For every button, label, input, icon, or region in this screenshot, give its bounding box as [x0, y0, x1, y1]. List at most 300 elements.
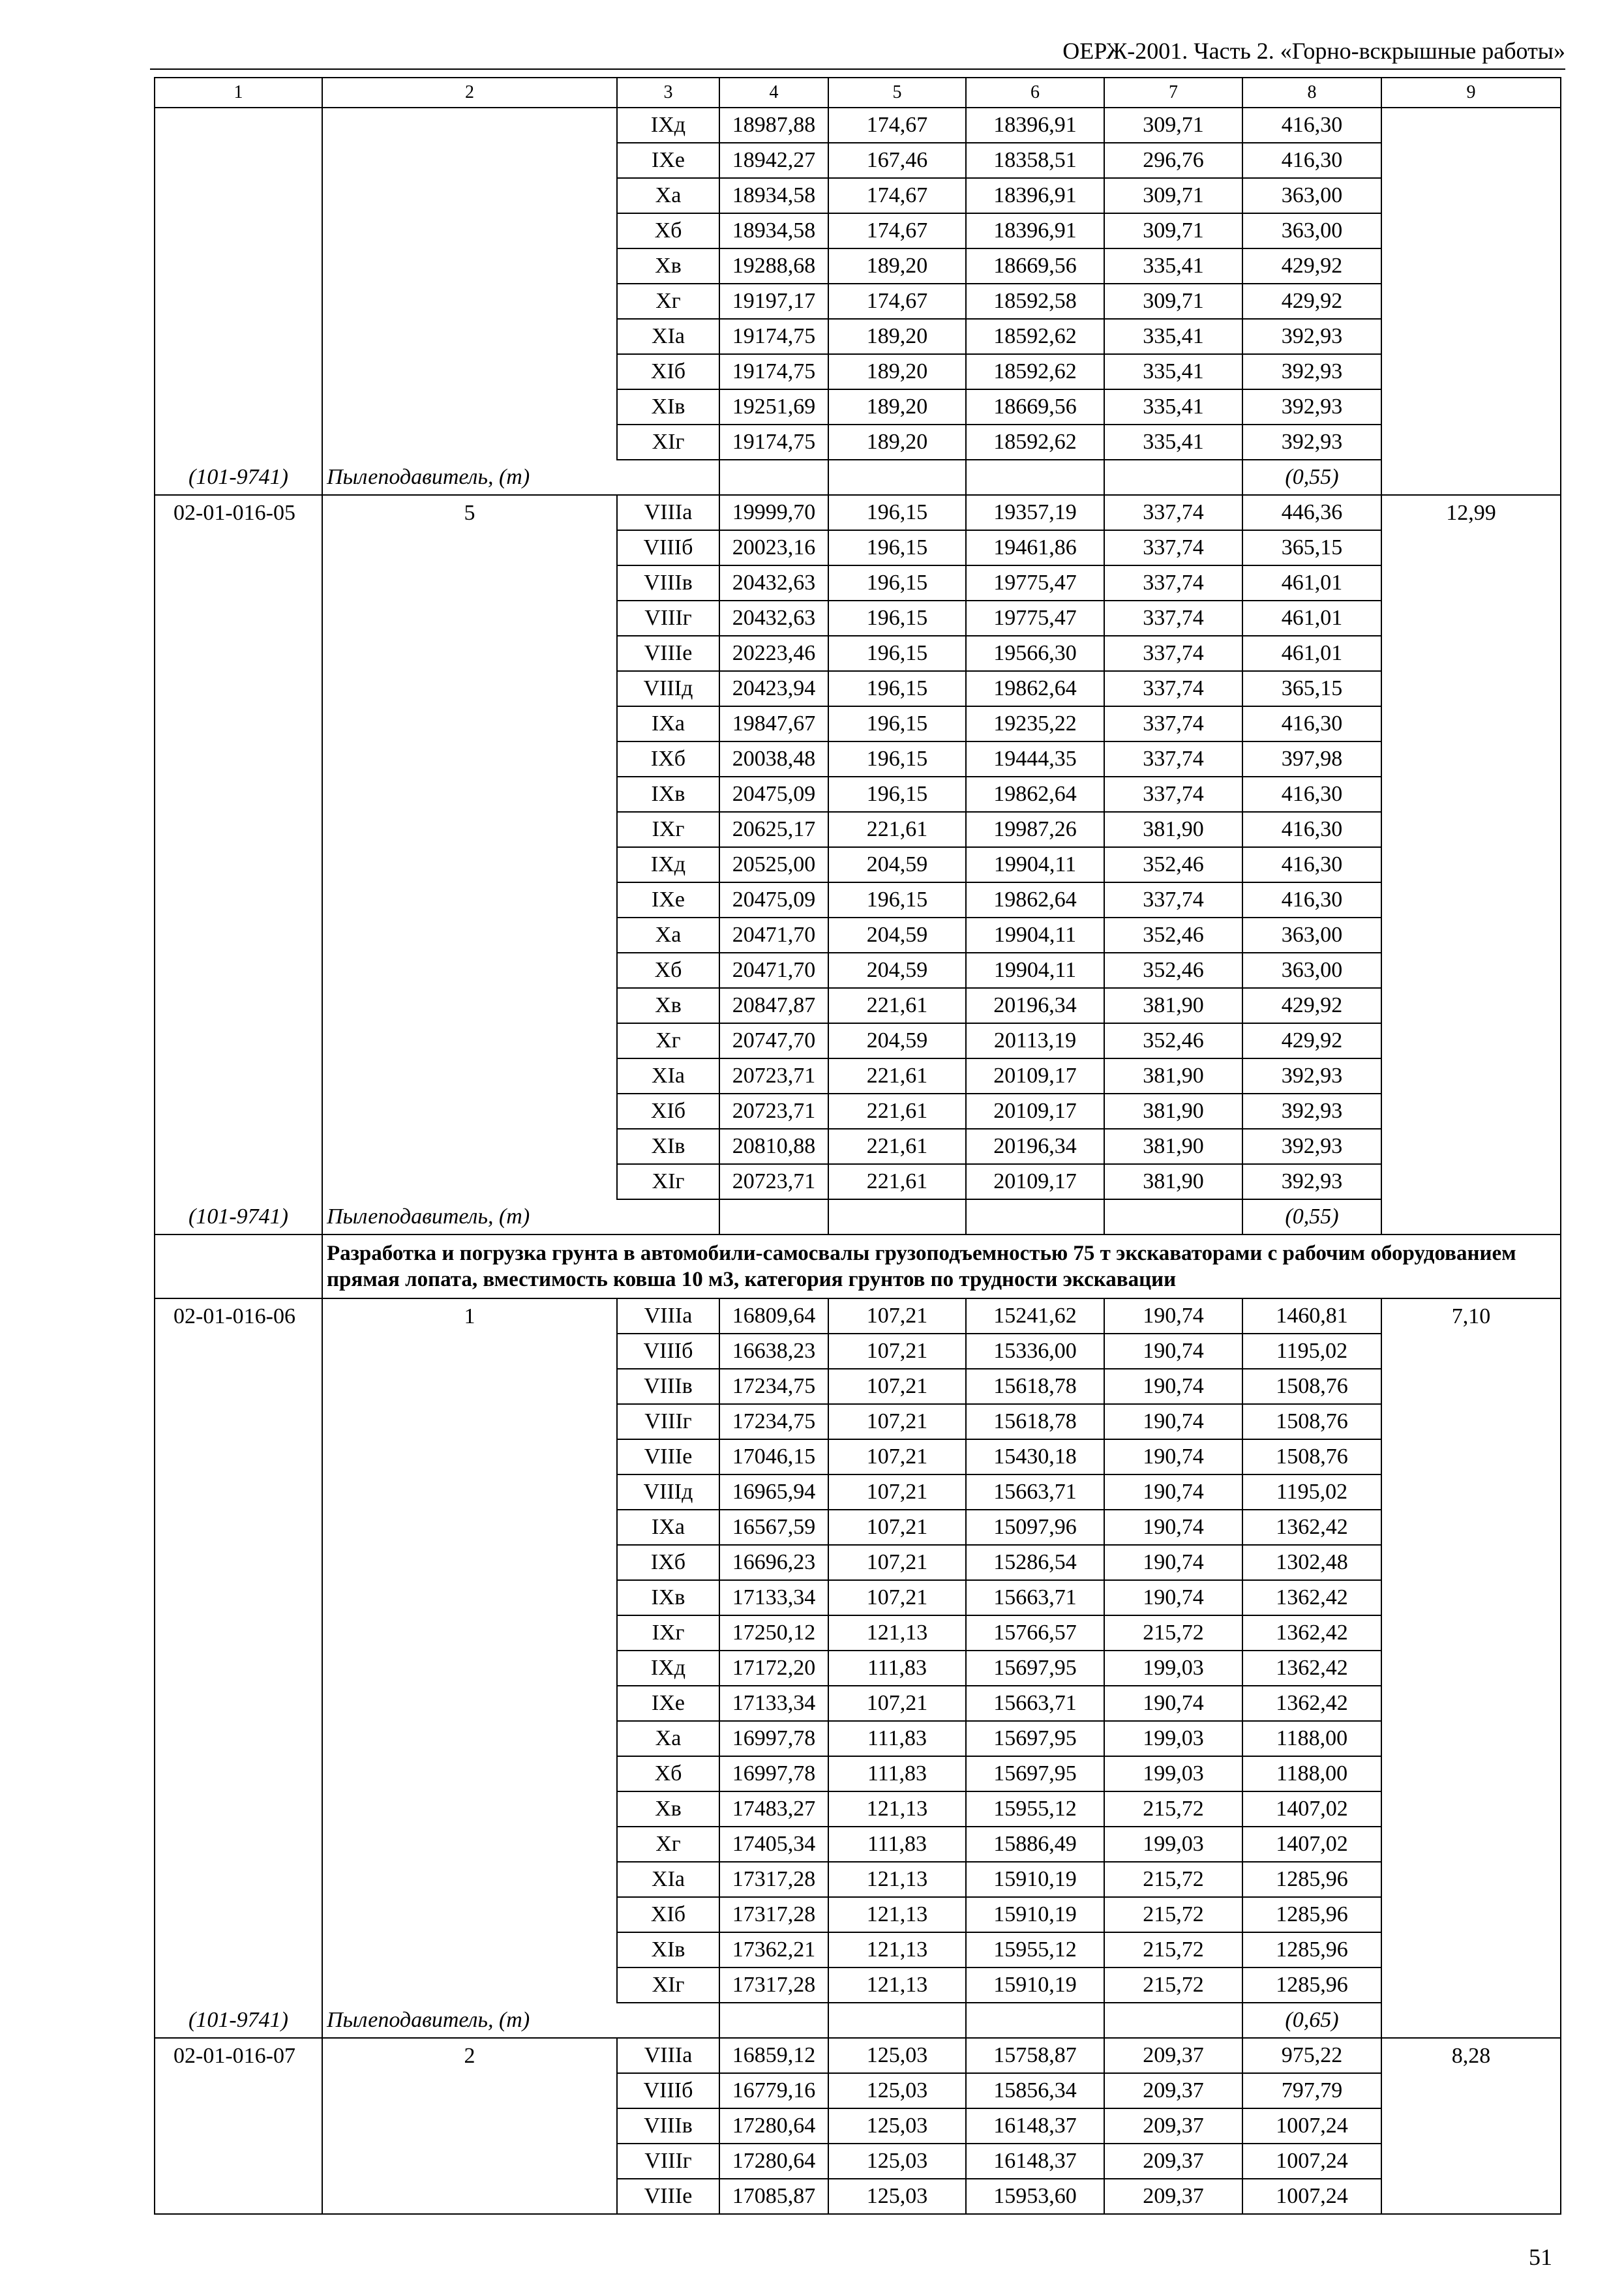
dust-suppressor-name: Пылеподавитель, (т)	[322, 460, 719, 495]
rate-code: 02-01-016-06	[155, 1298, 322, 1334]
value-cell: 189,20	[828, 248, 966, 284]
value-cell: 20471,70	[719, 918, 828, 953]
rate-variant	[322, 2073, 617, 2108]
table-row	[155, 565, 1561, 601]
value-cell: 17405,34	[719, 1827, 828, 1862]
value-cell: 20109,17	[966, 1058, 1104, 1094]
materials-cell: 1362,42	[1242, 1580, 1381, 1615]
value-cell: 20723,71	[719, 1164, 828, 1199]
value-cell: 189,20	[828, 319, 966, 354]
materials-cell: 416,30	[1242, 143, 1381, 178]
soil-category: IXа	[617, 706, 719, 741]
value-cell: 16997,78	[719, 1756, 828, 1791]
dust-suppressor-name: Пылеподавитель, (т)	[322, 2003, 719, 2038]
materials-cell: 1195,02	[1242, 1474, 1381, 1510]
soil-category: XIв	[617, 389, 719, 425]
value-cell: 19999,70	[719, 495, 828, 530]
table-row	[155, 601, 1561, 636]
soil-category: VIIIв	[617, 565, 719, 601]
soil-category: IXб	[617, 741, 719, 777]
labor-cost-cell	[1381, 812, 1561, 847]
rate-code	[155, 143, 322, 178]
soil-category: VIIIб	[617, 2073, 719, 2108]
value-cell: 18592,62	[966, 319, 1104, 354]
section-title: Разработка и погрузка грунта в автомобили-самосвалы грузоподъемностью 75 т экскаваторами с рабочим оборудованием прямая лопата, вместимость ковша 10 м3, категория грунтов по трудности экскавации	[322, 1234, 1561, 1298]
column-header: 1	[155, 78, 322, 108]
empty-cell	[966, 1199, 1104, 1234]
value-cell: 121,13	[828, 1615, 966, 1651]
materials-cell: 1285,96	[1242, 1932, 1381, 1967]
table-row	[155, 636, 1561, 671]
value-cell: 107,21	[828, 1474, 966, 1510]
rate-code	[155, 178, 322, 213]
soil-category: XIв	[617, 1932, 719, 1967]
soil-category: IXв	[617, 777, 719, 812]
value-cell: 125,03	[828, 2073, 966, 2108]
labor-cost-cell: 12,99	[1381, 495, 1561, 530]
materials-cell: 416,30	[1242, 882, 1381, 918]
table-row	[155, 495, 1561, 530]
value-cell: 15953,60	[966, 2179, 1104, 2214]
value-cell: 196,15	[828, 671, 966, 706]
value-cell: 335,41	[1104, 319, 1242, 354]
value-cell: 215,72	[1104, 1967, 1242, 2003]
value-cell: 111,83	[828, 1721, 966, 1756]
value-cell: 337,74	[1104, 636, 1242, 671]
rate-variant	[322, 213, 617, 248]
labor-cost-cell	[1381, 1058, 1561, 1094]
materials-cell: 392,93	[1242, 425, 1381, 460]
materials-cell: 1508,76	[1242, 1404, 1381, 1439]
value-cell: 111,83	[828, 1651, 966, 1686]
soil-category: XIа	[617, 319, 719, 354]
materials-cell: 392,93	[1242, 389, 1381, 425]
value-cell: 16567,59	[719, 1510, 828, 1545]
labor-cost-cell	[1381, 213, 1561, 248]
rate-code	[155, 1164, 322, 1199]
table-row	[155, 425, 1561, 460]
value-cell: 19847,67	[719, 706, 828, 741]
value-cell: 337,74	[1104, 777, 1242, 812]
dust-suppressor-code: (101-9741)	[155, 2003, 322, 2038]
labor-cost-cell	[1381, 319, 1561, 354]
rate-code	[155, 636, 322, 671]
value-cell: 111,83	[828, 1827, 966, 1862]
empty-cell	[1104, 460, 1242, 495]
table-row	[155, 1094, 1561, 1129]
value-cell: 337,74	[1104, 882, 1242, 918]
value-cell: 190,74	[1104, 1439, 1242, 1474]
soil-category: VIIIд	[617, 671, 719, 706]
value-cell: 20475,09	[719, 777, 828, 812]
labor-cost-cell	[1381, 1439, 1561, 1474]
table-row	[155, 389, 1561, 425]
column-header: 4	[719, 78, 828, 108]
labor-cost-cell	[1381, 2179, 1561, 2214]
soil-category: Xв	[617, 988, 719, 1023]
soil-category: XIб	[617, 1094, 719, 1129]
value-cell: 309,71	[1104, 213, 1242, 248]
value-cell: 107,21	[828, 1545, 966, 1580]
rate-variant	[322, 248, 617, 284]
value-cell: 20109,17	[966, 1094, 1104, 1129]
soil-category: IXе	[617, 1686, 719, 1721]
labor-cost-cell	[1381, 2144, 1561, 2179]
rate-variant	[322, 425, 617, 460]
rate-variant	[322, 389, 617, 425]
table-row	[155, 1862, 1561, 1897]
column-header: 7	[1104, 78, 1242, 108]
table-row	[155, 1686, 1561, 1721]
rate-variant	[322, 918, 617, 953]
value-cell: 337,74	[1104, 530, 1242, 565]
value-cell: 337,74	[1104, 495, 1242, 530]
value-cell: 309,71	[1104, 178, 1242, 213]
labor-cost-cell	[1381, 1510, 1561, 1545]
value-cell: 215,72	[1104, 1897, 1242, 1932]
rate-variant	[322, 1686, 617, 1721]
value-cell: 16965,94	[719, 1474, 828, 1510]
materials-cell: 363,00	[1242, 178, 1381, 213]
value-cell: 381,90	[1104, 988, 1242, 1023]
rate-variant	[322, 671, 617, 706]
table-row	[155, 213, 1561, 248]
rate-variant	[322, 1615, 617, 1651]
materials-cell: 429,92	[1242, 248, 1381, 284]
value-cell: 20423,94	[719, 671, 828, 706]
soil-category: XIг	[617, 425, 719, 460]
rate-code: 02-01-016-07	[155, 2038, 322, 2073]
materials-cell: 1285,96	[1242, 1862, 1381, 1897]
materials-cell: 461,01	[1242, 636, 1381, 671]
soil-category: IXд	[617, 847, 719, 882]
labor-cost-cell	[1381, 1369, 1561, 1404]
labor-cost-cell	[1381, 1862, 1561, 1897]
table-row	[155, 953, 1561, 988]
rate-code	[155, 601, 322, 636]
rate-variant	[322, 1023, 617, 1058]
value-cell: 15856,34	[966, 2073, 1104, 2108]
rate-variant	[322, 108, 617, 143]
column-header: 9	[1381, 78, 1561, 108]
materials-cell: 429,92	[1242, 284, 1381, 319]
soil-category: Xб	[617, 953, 719, 988]
column-header-row	[155, 78, 1561, 108]
rate-code	[155, 1967, 322, 2003]
materials-cell: 392,93	[1242, 1129, 1381, 1164]
rate-code	[155, 319, 322, 354]
soil-category: IXд	[617, 108, 719, 143]
value-cell: 15766,57	[966, 1615, 1104, 1651]
column-header: 8	[1242, 78, 1381, 108]
table-row	[155, 2073, 1561, 2108]
column-header: 5	[828, 78, 966, 108]
materials-cell: 1007,24	[1242, 2144, 1381, 2179]
materials-cell: 363,00	[1242, 918, 1381, 953]
soil-category: IXа	[617, 1510, 719, 1545]
materials-cell: 416,30	[1242, 777, 1381, 812]
rate-code	[155, 1721, 322, 1756]
rate-code	[155, 1129, 322, 1164]
rate-code	[155, 213, 322, 248]
table-row	[155, 284, 1561, 319]
materials-cell: 1362,42	[1242, 1510, 1381, 1545]
value-cell: 215,72	[1104, 1932, 1242, 1967]
value-cell: 15697,95	[966, 1651, 1104, 1686]
soil-category: VIIIд	[617, 1474, 719, 1510]
rate-variant	[322, 1094, 617, 1129]
table-row	[155, 988, 1561, 1023]
rate-code	[155, 2144, 322, 2179]
table-row	[155, 1615, 1561, 1651]
soil-category: IXв	[617, 1580, 719, 1615]
value-cell: 196,15	[828, 636, 966, 671]
labor-cost-cell	[1381, 143, 1561, 178]
value-cell: 15618,78	[966, 1369, 1104, 1404]
value-cell: 107,21	[828, 1580, 966, 1615]
value-cell: 337,74	[1104, 565, 1242, 601]
value-cell: 17317,28	[719, 1897, 828, 1932]
rate-variant	[322, 1967, 617, 2003]
dust-suppressor-name: Пылеподавитель, (т)	[322, 1199, 719, 1234]
value-cell: 18987,88	[719, 108, 828, 143]
materials-cell: 392,93	[1242, 354, 1381, 389]
rate-variant	[322, 178, 617, 213]
value-cell: 19235,22	[966, 706, 1104, 741]
value-cell: 167,46	[828, 143, 966, 178]
value-cell: 17250,12	[719, 1615, 828, 1651]
table-row	[155, 1580, 1561, 1615]
value-cell: 199,03	[1104, 1651, 1242, 1686]
rate-code	[155, 248, 322, 284]
value-cell: 189,20	[828, 389, 966, 425]
rate-code	[155, 1756, 322, 1791]
rate-code	[155, 1058, 322, 1094]
rate-variant	[322, 565, 617, 601]
value-cell: 19566,30	[966, 636, 1104, 671]
value-cell: 215,72	[1104, 1615, 1242, 1651]
value-cell: 15663,71	[966, 1686, 1104, 1721]
value-cell: 18592,58	[966, 284, 1104, 319]
value-cell: 337,74	[1104, 601, 1242, 636]
value-cell: 15955,12	[966, 1791, 1104, 1827]
labor-cost-cell	[1381, 601, 1561, 636]
value-cell: 190,74	[1104, 1686, 1242, 1721]
materials-cell: 1508,76	[1242, 1369, 1381, 1404]
soil-category: Xв	[617, 1791, 719, 1827]
rate-code	[155, 1932, 322, 1967]
table-row	[155, 882, 1561, 918]
empty-cell	[1381, 1199, 1561, 1234]
empty-cell	[828, 460, 966, 495]
value-cell: 15758,87	[966, 2038, 1104, 2073]
value-cell: 221,61	[828, 988, 966, 1023]
value-cell: 352,46	[1104, 847, 1242, 882]
value-cell: 20223,46	[719, 636, 828, 671]
value-cell: 20723,71	[719, 1058, 828, 1094]
value-cell: 19357,19	[966, 495, 1104, 530]
value-cell: 19904,11	[966, 953, 1104, 988]
value-cell: 125,03	[828, 2108, 966, 2144]
labor-cost-cell	[1381, 1404, 1561, 1439]
value-cell: 209,37	[1104, 2038, 1242, 2073]
value-cell: 17362,21	[719, 1932, 828, 1967]
value-cell: 337,74	[1104, 741, 1242, 777]
value-cell: 20038,48	[719, 741, 828, 777]
labor-cost-cell	[1381, 354, 1561, 389]
rate-variant	[322, 1510, 617, 1545]
value-cell: 19461,86	[966, 530, 1104, 565]
value-cell: 20109,17	[966, 1164, 1104, 1199]
value-cell: 335,41	[1104, 354, 1242, 389]
table-row	[155, 777, 1561, 812]
column-header: 2	[322, 78, 617, 108]
value-cell: 17085,87	[719, 2179, 828, 2214]
rate-variant	[322, 319, 617, 354]
value-cell: 121,13	[828, 1791, 966, 1827]
value-cell: 190,74	[1104, 1474, 1242, 1510]
empty-cell	[719, 460, 828, 495]
materials-cell: 392,93	[1242, 1164, 1381, 1199]
value-cell: 121,13	[828, 1967, 966, 2003]
materials-cell: 1407,02	[1242, 1827, 1381, 1862]
dust-suppressor-code: (101-9741)	[155, 460, 322, 495]
table-row	[155, 1651, 1561, 1686]
rate-code	[155, 565, 322, 601]
labor-cost-cell	[1381, 178, 1561, 213]
value-cell: 107,21	[828, 1298, 966, 1334]
labor-cost-cell	[1381, 1827, 1561, 1862]
labor-cost-cell	[1381, 918, 1561, 953]
value-cell: 121,13	[828, 1932, 966, 1967]
table-row	[155, 671, 1561, 706]
labor-cost-cell	[1381, 1129, 1561, 1164]
labor-cost-cell	[1381, 882, 1561, 918]
value-cell: 174,67	[828, 108, 966, 143]
rate-variant	[322, 1334, 617, 1369]
value-cell: 20432,63	[719, 565, 828, 601]
labor-cost-cell	[1381, 565, 1561, 601]
value-cell: 20847,87	[719, 988, 828, 1023]
materials-cell: 397,98	[1242, 741, 1381, 777]
column-header: 3	[617, 78, 719, 108]
value-cell: 381,90	[1104, 812, 1242, 847]
table-row	[155, 1932, 1561, 1967]
rate-code	[155, 1545, 322, 1580]
dust-suppressor-code: (101-9741)	[155, 1199, 322, 1234]
rate-code	[155, 2073, 322, 2108]
empty-cell	[1381, 460, 1561, 495]
value-cell: 17133,34	[719, 1686, 828, 1721]
materials-cell: 365,15	[1242, 671, 1381, 706]
value-cell: 19862,64	[966, 882, 1104, 918]
value-cell: 20810,88	[719, 1129, 828, 1164]
value-cell: 15286,54	[966, 1545, 1104, 1580]
rate-variant	[322, 1827, 617, 1862]
value-cell: 209,37	[1104, 2073, 1242, 2108]
table-row	[155, 248, 1561, 284]
rate-code	[155, 2108, 322, 2144]
value-cell: 190,74	[1104, 1510, 1242, 1545]
table-row	[155, 918, 1561, 953]
rate-variant	[322, 1058, 617, 1094]
value-cell: 19174,75	[719, 425, 828, 460]
materials-cell: 1007,24	[1242, 2179, 1381, 2214]
dust-suppressor-row	[155, 2003, 1561, 2038]
table-row	[155, 1164, 1561, 1199]
rate-variant	[322, 741, 617, 777]
value-cell: 204,59	[828, 953, 966, 988]
labor-cost-cell	[1381, 741, 1561, 777]
rate-variant	[322, 988, 617, 1023]
labor-cost-cell	[1381, 1334, 1561, 1369]
labor-cost-cell	[1381, 1094, 1561, 1129]
rate-code	[155, 1791, 322, 1827]
table-row	[155, 354, 1561, 389]
value-cell: 18942,27	[719, 143, 828, 178]
labor-cost-cell	[1381, 1615, 1561, 1651]
soil-category: Xа	[617, 1721, 719, 1756]
materials-cell: 363,00	[1242, 953, 1381, 988]
value-cell: 190,74	[1104, 1369, 1242, 1404]
table-row	[155, 1510, 1561, 1545]
value-cell: 17317,28	[719, 1862, 828, 1897]
value-cell: 121,13	[828, 1862, 966, 1897]
value-cell: 190,74	[1104, 1545, 1242, 1580]
labor-cost-cell	[1381, 706, 1561, 741]
soil-category: IXг	[617, 1615, 719, 1651]
rate-variant	[322, 2108, 617, 2144]
value-cell: 18934,58	[719, 178, 828, 213]
value-cell: 18669,56	[966, 248, 1104, 284]
rate-code	[155, 530, 322, 565]
value-cell: 20625,17	[719, 812, 828, 847]
value-cell: 107,21	[828, 1510, 966, 1545]
soil-category: VIIIа	[617, 2038, 719, 2073]
materials-cell: 416,30	[1242, 847, 1381, 882]
labor-cost-cell: 8,28	[1381, 2038, 1561, 2073]
materials-cell: 461,01	[1242, 601, 1381, 636]
table-row	[155, 2108, 1561, 2144]
value-cell: 16859,12	[719, 2038, 828, 2073]
labor-cost-cell	[1381, 1651, 1561, 1686]
soil-category: Xб	[617, 213, 719, 248]
header-rule	[150, 68, 1565, 70]
soil-category: VIIIб	[617, 1334, 719, 1369]
soil-category: XIв	[617, 1129, 719, 1164]
dust-suppressor-value: (0,55)	[1242, 460, 1381, 495]
value-cell: 16638,23	[719, 1334, 828, 1369]
labor-cost-cell	[1381, 1791, 1561, 1827]
value-cell: 107,21	[828, 1439, 966, 1474]
rate-variant	[322, 1897, 617, 1932]
value-cell: 15663,71	[966, 1580, 1104, 1615]
labor-cost-cell	[1381, 108, 1561, 143]
rate-code	[155, 706, 322, 741]
value-cell: 16997,78	[719, 1721, 828, 1756]
rate-variant	[322, 1721, 617, 1756]
materials-cell: 461,01	[1242, 565, 1381, 601]
value-cell: 204,59	[828, 1023, 966, 1058]
table-row	[155, 1439, 1561, 1474]
rate-code	[155, 1862, 322, 1897]
value-cell: 309,71	[1104, 108, 1242, 143]
materials-cell: 416,30	[1242, 706, 1381, 741]
materials-cell: 1007,24	[1242, 2108, 1381, 2144]
rate-variant	[322, 706, 617, 741]
rate-code	[155, 1651, 322, 1686]
value-cell: 209,37	[1104, 2108, 1242, 2144]
